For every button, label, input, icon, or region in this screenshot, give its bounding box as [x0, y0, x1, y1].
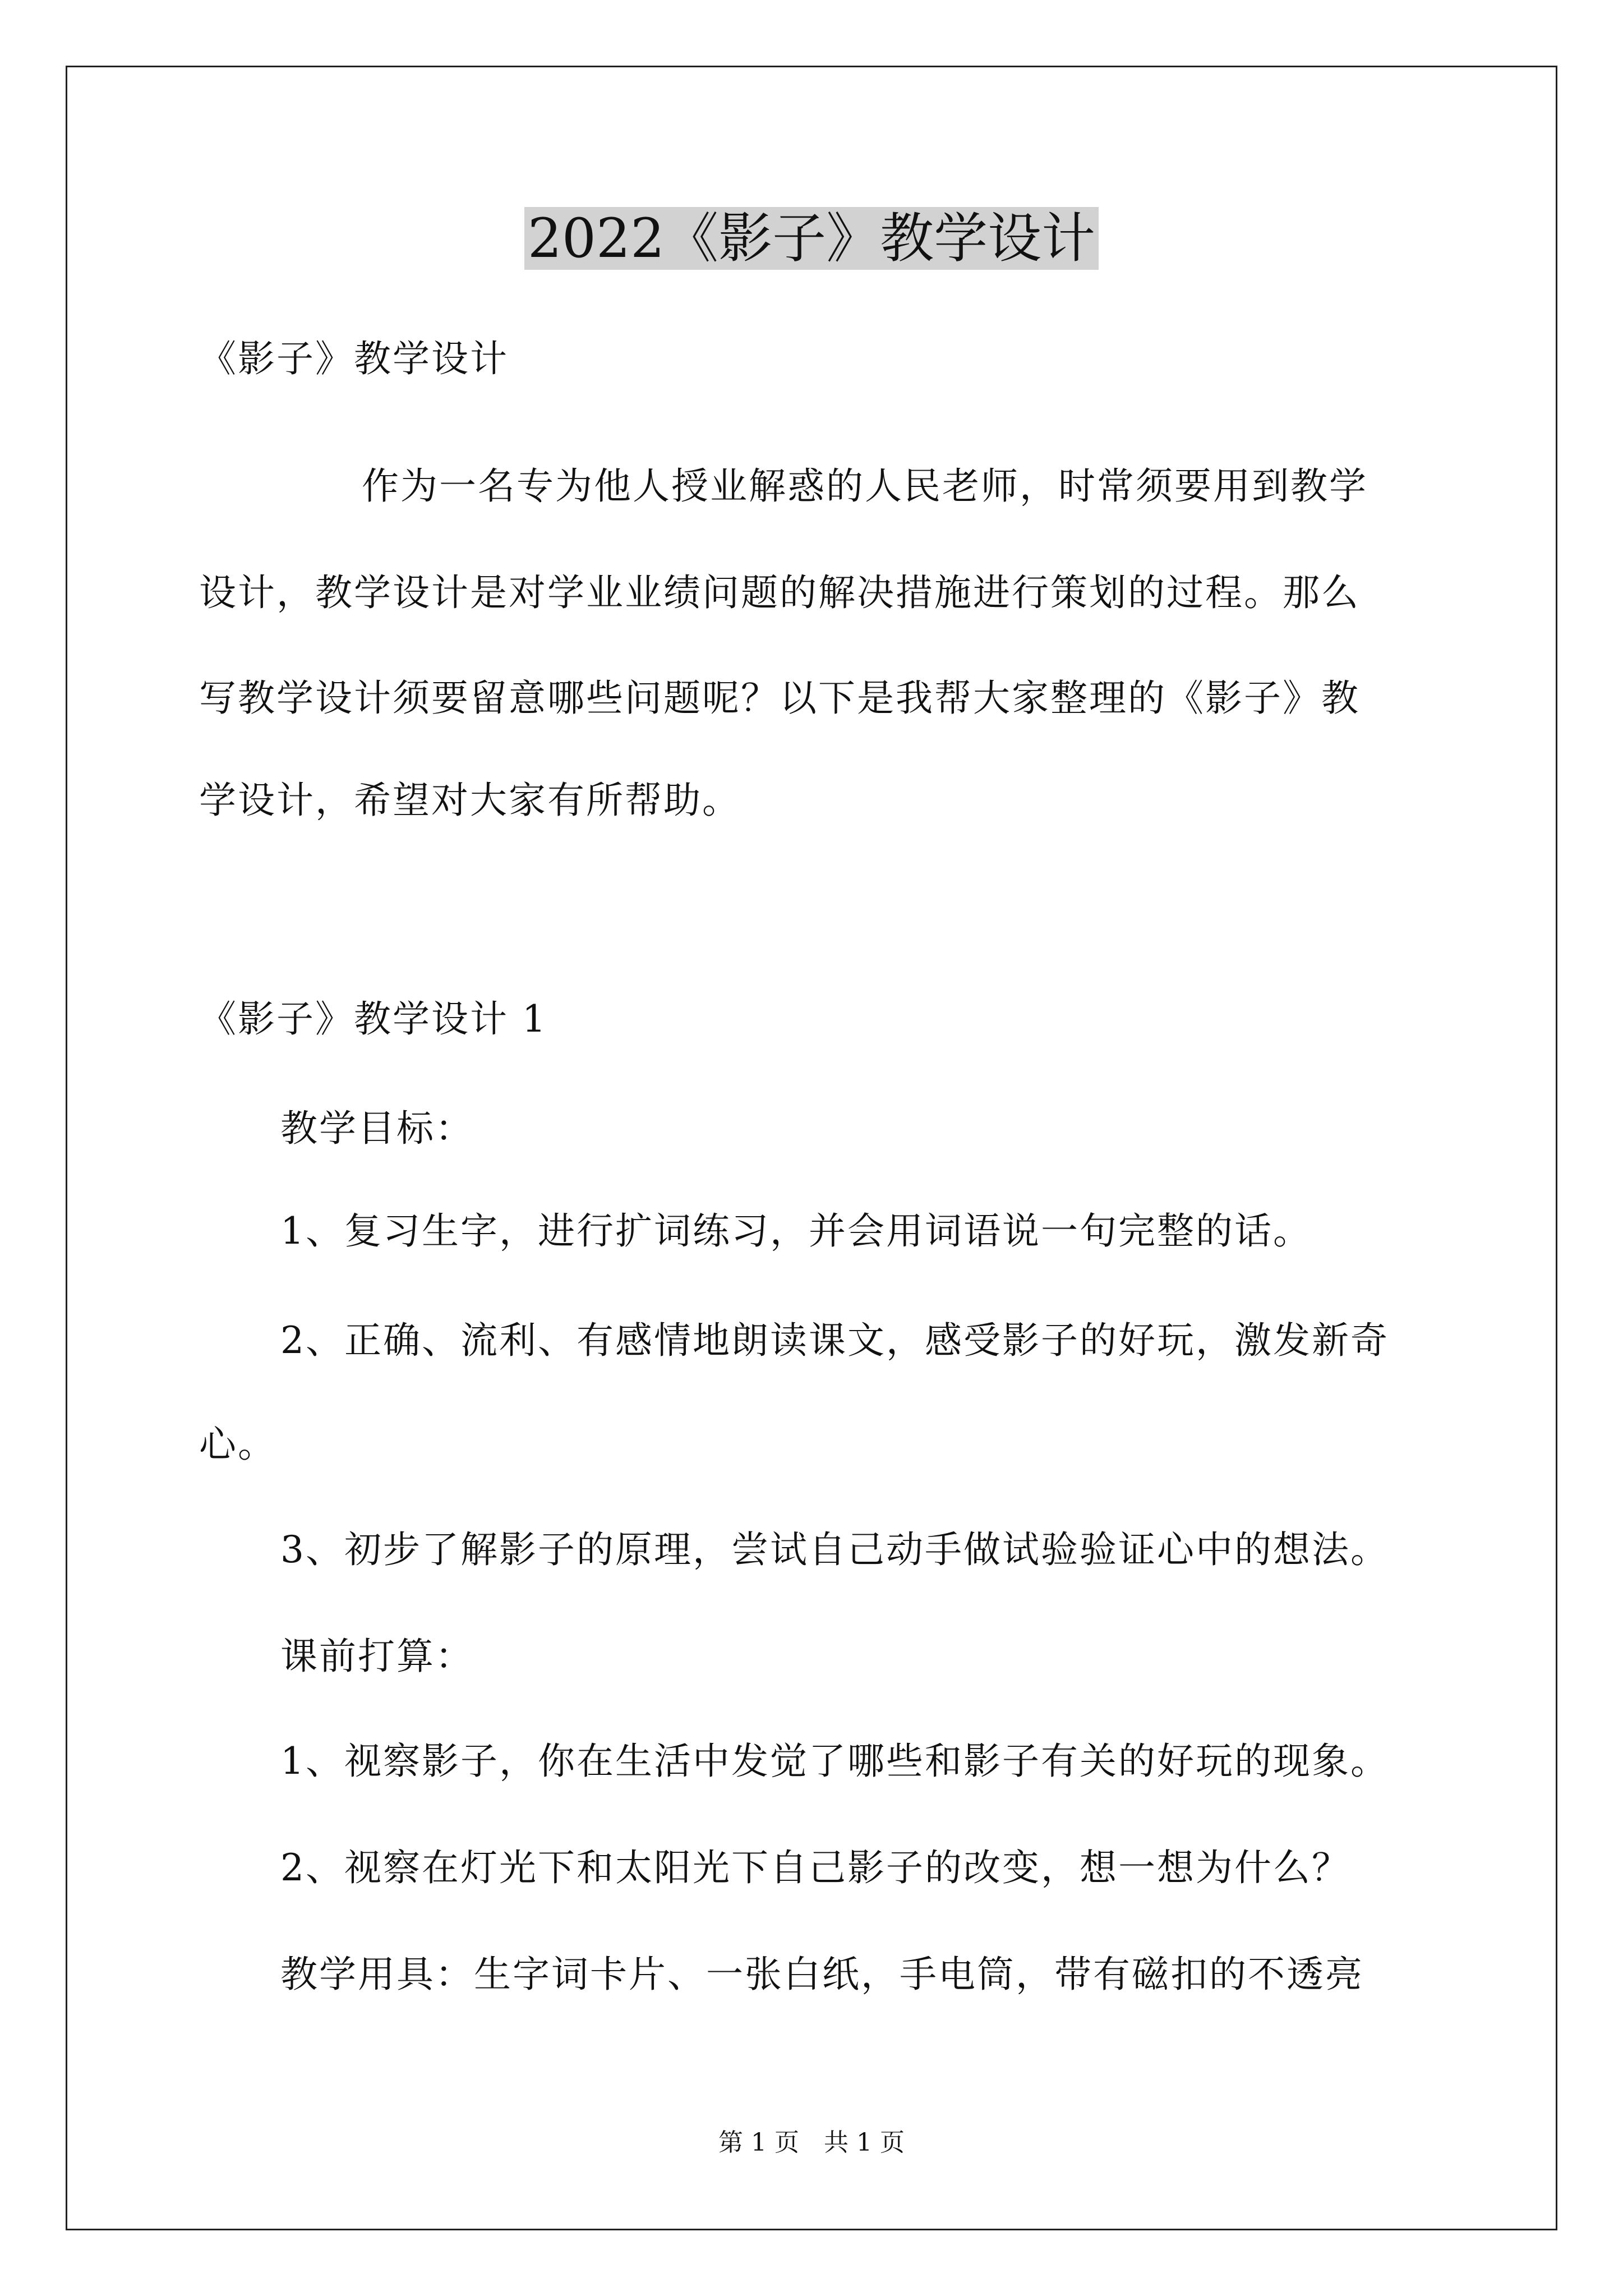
subheading-prep: 课前打算：	[280, 1635, 474, 1678]
list-item-prep-1: 1、视察影子，你在生活中发觉了哪些和影子有关的好玩的现象。	[280, 1740, 1389, 1783]
document-title	[0, 199, 1623, 278]
subheading-goals: 教学目标：	[280, 1107, 474, 1150]
list-item-goal-2: 2、正确、流利、有感情地朗读课文，感受影子的好玩，激发新奇	[280, 1319, 1389, 1362]
section-heading-intro: 《影子》教学设计	[199, 337, 509, 380]
paragraph-line-4: 学设计，希望对大家有所帮助。	[199, 779, 741, 822]
list-item-goal-3: 3、初步了解影子的原理，尝试自己动手做试验验证心中的想法。	[280, 1528, 1389, 1571]
paragraph-tools: 教学用具：生字词卡片、一张白纸，手电筒，带有磁扣的不透亮	[280, 1953, 1364, 1996]
paragraph-line-3: 写教学设计须要留意哪些问题呢？以下是我帮大家整理的《影子》教	[199, 677, 1360, 720]
page-footer: 第 1 页 共 1 页	[718, 2128, 905, 2157]
section-heading-1: 《影子》教学设计 1	[199, 997, 547, 1041]
document-title-text: 2022《影子》教学设计	[524, 207, 1099, 270]
paragraph-line-2: 设计，教学设计是对学业业绩问题的解决措施进行策划的过程。那么	[199, 571, 1360, 614]
list-item-goal-1: 1、复习生字，进行扩词练习，并会用词语说一句完整的话。	[280, 1209, 1312, 1253]
list-item-goal-2-cont: 心。	[199, 1423, 276, 1466]
paragraph-line-1: 作为一名专为他人授业解惑的人民老师，时常须要用到教学	[362, 464, 1368, 508]
list-item-prep-2: 2、视察在灯光下和太阳光下自己影子的改变，想一想为什么？	[280, 1846, 1350, 1889]
